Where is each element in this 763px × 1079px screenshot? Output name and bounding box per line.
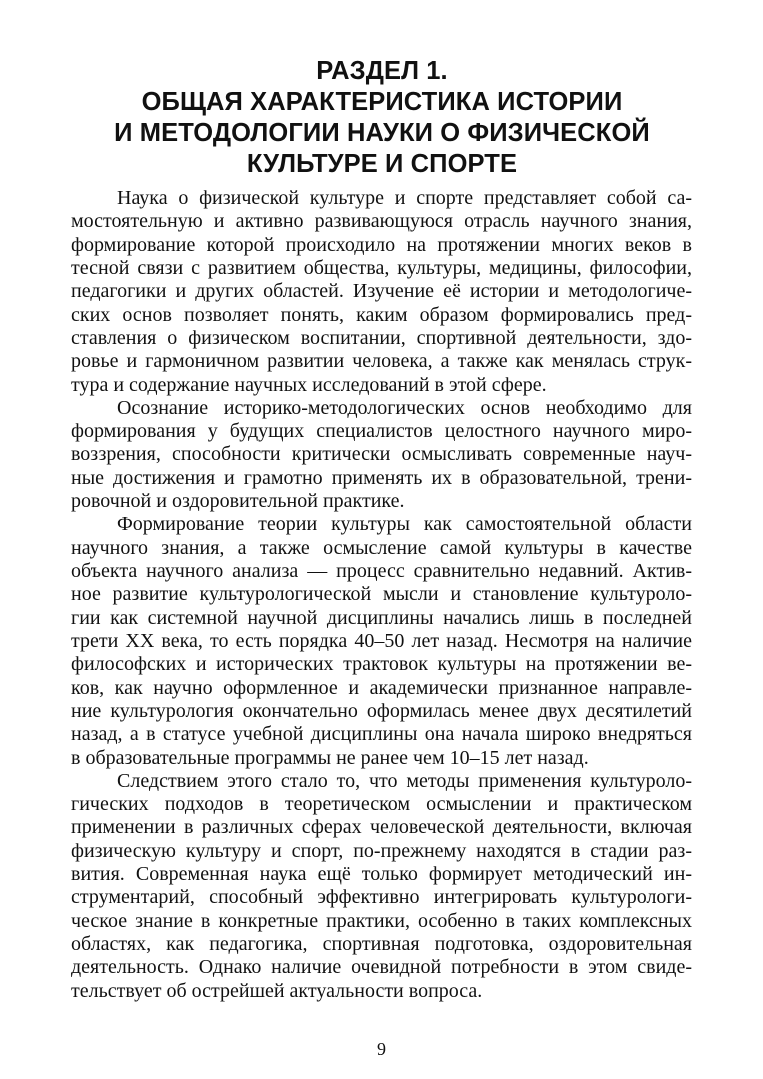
text-line: тесной связи с развитием общества, культуры, медицины, философии, bbox=[71, 256, 692, 279]
text-line: струментарий, способный эффективно интегрировать культурологи- bbox=[71, 886, 692, 909]
body-text bbox=[71, 187, 692, 1003]
paragraph-4 bbox=[71, 770, 692, 1003]
paragraph-2 bbox=[71, 397, 692, 514]
text-line: объекта научного анализа — процесс сравнительно недавний. Актив- bbox=[71, 560, 692, 582]
text-line: гических подходов в теоретическом осмыслении и практическом bbox=[71, 793, 692, 816]
text-line: тура и содержание научных исследований в этой сфере. bbox=[71, 373, 547, 396]
text-line: физическую культуру и спорт, по-прежнему находятся в стадии раз- bbox=[71, 839, 692, 862]
section-title-line: И МЕТОДОЛОГИИ НАУКИ О ФИЗИЧЕСКОЙ bbox=[114, 119, 650, 147]
text-line: ное развитие культурологической мысли и становление культуроло- bbox=[71, 583, 692, 606]
section-title-line: КУЛЬТУРЕ И СПОРТЕ bbox=[246, 150, 518, 178]
page-number: 9 bbox=[377, 1039, 386, 1059]
section-number: РАЗДЕЛ 1. bbox=[316, 57, 448, 85]
text-line: научного знания, а также осмысление самой культуры в качестве bbox=[71, 536, 692, 559]
text-line: ные достижения и грамотно применять их в образовательной, трени- bbox=[71, 466, 692, 489]
text-line: ставления о физическом воспитании, спортивной деятельности, здо- bbox=[71, 326, 692, 349]
text-line: назад, а в статусе учебной дисциплины она начала широко внедряться bbox=[71, 723, 692, 746]
text-line: деятельность. Однако наличие очевидной потребности в этом свиде- bbox=[71, 956, 692, 979]
text-line: формирования у будущих специалистов целостного научного миро- bbox=[71, 420, 692, 443]
paragraph-3 bbox=[71, 513, 692, 769]
text-line: трети XX века, то есть порядка 40–50 лет назад. Несмотря на наличие bbox=[71, 629, 692, 652]
text-line: Наука о физической культуре и спорте представляет собой са- bbox=[117, 187, 692, 209]
text-line: ков, как научно оформленное и академически признанное направле- bbox=[71, 676, 692, 699]
text-line: педагогики и других областей. Изучение её истории и методологиче- bbox=[71, 280, 692, 303]
paragraph-1 bbox=[71, 187, 692, 397]
text-line: ческое знание в конкретные практики, особенно в таких комплексных bbox=[71, 909, 692, 932]
text-line: ских основ позволяет понять, каким образом формировались пред- bbox=[71, 303, 692, 326]
text-line: тельствует об острейшей актуальности вопроса. bbox=[71, 979, 483, 1002]
text-line: Следствием этого стало то, что методы применения культуроло- bbox=[117, 769, 692, 792]
text-line: ровочной и оздоровительной практике. bbox=[71, 490, 405, 513]
text-line: Формирование теории культуры как самостоятельной области bbox=[117, 513, 692, 536]
text-line: ровье и гармоничном развитии человека, а также как менялась струк- bbox=[71, 350, 692, 373]
text-line: воззрения, способности критически осмысливать современные науч- bbox=[71, 443, 692, 466]
text-line: ние культурология окончательно оформилась менее двух десятилетий bbox=[71, 699, 692, 722]
section-title-line: ОБЩАЯ ХАРАКТЕРИСТИКА ИСТОРИИ bbox=[141, 88, 623, 116]
text-line: применении в различных сферах человеческой деятельности, включая bbox=[71, 816, 692, 839]
text-line: областях, как педагогика, спортивная подготовка, оздоровительная bbox=[71, 933, 692, 955]
text-line: мостоятельную и активно развивающуюся отрасль научного знания, bbox=[71, 210, 692, 233]
text-line: философских и исторических трактовок культуры на протяжении ве- bbox=[71, 653, 692, 676]
text-line: в образовательные программы не ранее чем 10–15 лет назад. bbox=[71, 746, 589, 769]
text-line: гии как системной научной дисциплины начались лишь в последней bbox=[71, 606, 692, 629]
text-line: формирование которой происходило на протяжении многих веков в bbox=[71, 233, 692, 256]
text-line: Осознание историко-методологических основ необходимо для bbox=[117, 396, 692, 419]
text-line: вития. Современная наука ещё только формирует методический ин- bbox=[71, 863, 692, 886]
section-heading bbox=[70, 56, 694, 180]
